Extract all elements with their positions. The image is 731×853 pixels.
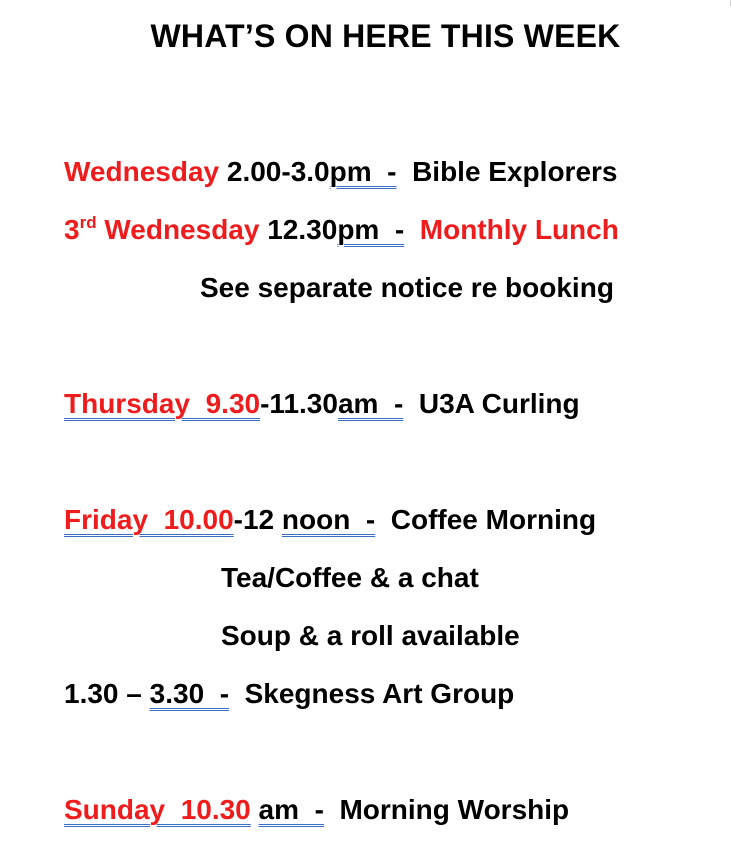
wednesday-time: 2.00-3.0 — [219, 156, 330, 187]
friday-afternoon-time: 1.30 – — [64, 678, 150, 709]
friday-row — [64, 503, 596, 537]
friday-detail-tea: Tea/Coffee & a chat — [221, 562, 479, 593]
monthly-lunch-note: See separate notice re booking — [200, 272, 614, 303]
friday-time: -12 — [233, 504, 282, 535]
friday-afternoon-time-end: 3.30 - — [149, 678, 230, 709]
thursday-time-suffix: am - — [337, 388, 404, 419]
page-title: WHAT’S ON HERE THIS WEEK — [150, 18, 621, 54]
wednesday-event: Bible Explorers — [396, 156, 618, 187]
third-wednesday-ordinal — [64, 214, 259, 245]
third-wednesday-ordinal-suffix: rd — [79, 213, 97, 232]
thursday-event: U3A Curling — [403, 388, 580, 419]
sunday-event: Morning Worship — [323, 794, 570, 825]
third-wednesday-time-suffix: pm - — [337, 214, 405, 245]
friday-time-suffix: noon - — [281, 504, 376, 535]
third-wednesday-day: Wednesday — [96, 214, 260, 245]
third-wednesday-ordinal-number: 3 — [64, 214, 80, 245]
thursday-row — [64, 387, 580, 421]
sunday-time-suffix: am - — [258, 794, 324, 825]
thursday-day: Thursday 9.30 — [64, 388, 261, 419]
third-wednesday-row — [64, 213, 619, 247]
friday-day: Friday 10.00 — [64, 504, 234, 535]
wednesday-row — [64, 155, 617, 189]
friday-detail-soup: Soup & a roll available — [221, 620, 520, 651]
wednesday-day: Wednesday — [64, 156, 220, 187]
third-wednesday-event: Monthly Lunch — [404, 214, 619, 245]
thursday-time: -11.30 — [260, 388, 338, 419]
sunday-time — [251, 794, 259, 825]
friday-event: Coffee Morning — [375, 504, 597, 535]
sunday-day: Sunday 10.30 — [64, 794, 251, 825]
wednesday-time-suffix: pm - — [329, 156, 397, 187]
friday-afternoon-row — [64, 677, 514, 711]
third-wednesday-time: 12.30 — [259, 214, 338, 245]
friday-afternoon-event: Skegness Art Group — [229, 678, 515, 709]
sunday-row — [64, 793, 569, 827]
